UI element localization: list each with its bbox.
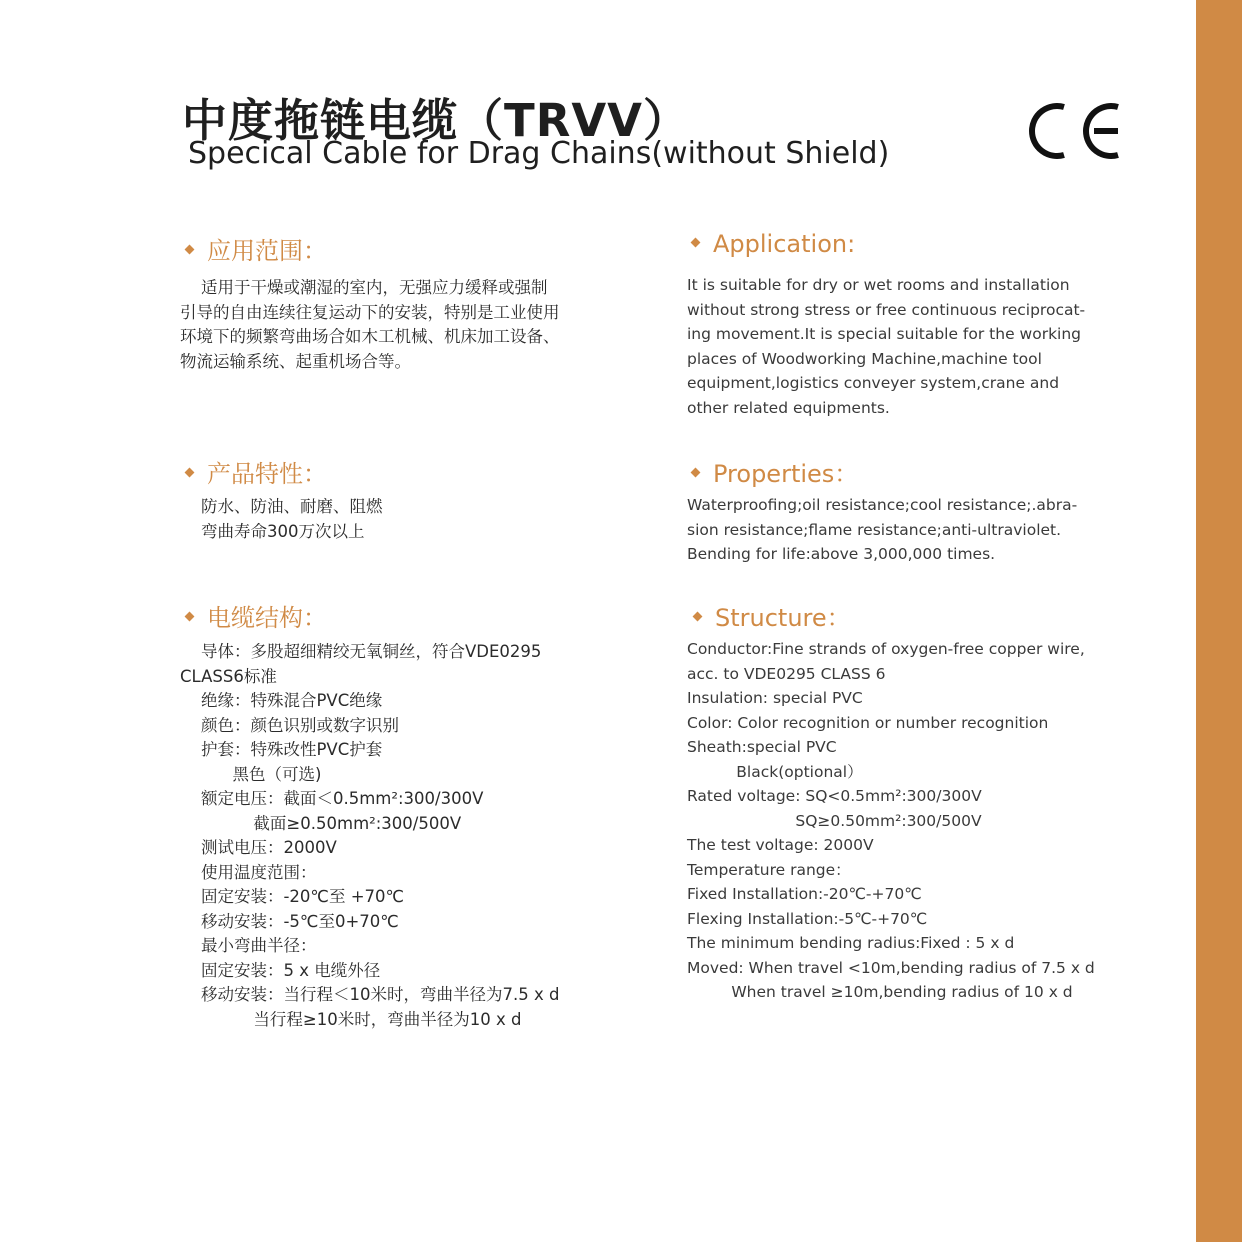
line: Temperature range： bbox=[687, 860, 851, 879]
line: Bending for life:above 3,000,000 times. bbox=[687, 545, 996, 563]
ce-mark-icon bbox=[1020, 100, 1124, 166]
line: 移动安装：-5℃至0+70℃ bbox=[180, 911, 399, 931]
line: SQ≥0.50mm²:300/500V bbox=[687, 811, 982, 830]
text-application-cn bbox=[180, 276, 560, 374]
line: other related equipments. bbox=[687, 398, 890, 417]
heading-properties-en: Properties： bbox=[692, 454, 858, 489]
heading-structure-en: Structure： bbox=[694, 598, 851, 633]
text-structure-en bbox=[687, 637, 1095, 1005]
line: 护套：特殊改性PVC护套 bbox=[180, 740, 383, 759]
line: Color: Color recognition or number recognition bbox=[687, 713, 1049, 732]
line: 截面≥0.50mm²:300/500V bbox=[180, 813, 462, 833]
heading-properties-cn: 产品特性： bbox=[186, 454, 327, 489]
line: Sheath:special PVC bbox=[687, 738, 837, 756]
line: Black(optional） bbox=[687, 762, 863, 781]
diamond-bullet-icon bbox=[691, 467, 701, 477]
line: 导体：多股超细精绞无氧铜丝，符合VDE0295 bbox=[180, 642, 542, 661]
line: Rated voltage: SQ<0.5mm²:300/300V bbox=[687, 787, 982, 805]
heading-application-cn: 应用范围： bbox=[186, 231, 327, 266]
line: 颜色：颜色识别或数字识别 bbox=[180, 715, 399, 735]
text-application-en bbox=[687, 273, 1085, 420]
diamond-bullet-icon bbox=[691, 237, 701, 247]
text-structure-cn bbox=[180, 640, 559, 1032]
line: 弯曲寿命300万次以上 bbox=[180, 521, 365, 541]
line: Waterproofing;oil resistance;cool resistance;.abra- bbox=[687, 496, 1078, 514]
line: 引导的自由连续往复运动下的安装，特别是工业使用 bbox=[180, 302, 560, 322]
heading-structure-cn: 电缆结构： bbox=[186, 598, 327, 633]
title-english: Specical Cable for Drag Chains(without Shield) bbox=[188, 136, 890, 171]
line: acc. to VDE0295 CLASS 6 bbox=[687, 664, 886, 683]
line: 最小弯曲半径： bbox=[180, 936, 317, 955]
line: 固定安装：-20℃至 +70℃ bbox=[180, 887, 405, 906]
diamond-bullet-icon bbox=[185, 467, 195, 477]
line: Conductor:Fine strands of oxygen-free copper wire, bbox=[687, 640, 1085, 658]
line: 当行程≥10米时，弯曲半径为10 x d bbox=[180, 1009, 522, 1029]
line: ing movement.It is special suitable for the working bbox=[687, 325, 1082, 343]
line: 防水、防油、耐磨、阻燃 bbox=[180, 497, 383, 516]
line: equipment,logistics conveyer system,crane and bbox=[687, 374, 1060, 392]
line: It is suitable for dry or wet rooms and installation bbox=[687, 276, 1070, 294]
line: Insulation: special PVC bbox=[687, 689, 863, 707]
line: 使用温度范围： bbox=[180, 862, 317, 882]
line: CLASS6标准 bbox=[180, 666, 277, 686]
title-chinese: 中度拖链电缆（TRVV） bbox=[182, 94, 690, 147]
line: 物流运输系统、起重机场合等。 bbox=[180, 351, 411, 371]
line: without strong stress or free continuous reciprocat- bbox=[687, 300, 1086, 319]
line: The test voltage: 2000V bbox=[687, 836, 874, 854]
diamond-bullet-icon bbox=[185, 244, 195, 254]
line: 固定安装：5 x 电缆外径 bbox=[180, 960, 381, 980]
line: The minimum bending radius:Fixed : 5 x d bbox=[687, 934, 1015, 952]
side-accent-bar bbox=[1196, 0, 1242, 1242]
line: places of Woodworking Machine,machine tool bbox=[687, 349, 1042, 368]
text-properties-cn bbox=[180, 495, 382, 544]
text-properties-en bbox=[687, 493, 1077, 567]
diamond-bullet-icon bbox=[185, 611, 195, 621]
line: When travel ≥10m,bending radius of 10 x d bbox=[687, 983, 1073, 1001]
line: Flexing Installation:-5℃-+70℃ bbox=[687, 909, 928, 928]
line: 黑色（可选) bbox=[180, 764, 322, 784]
line: 测试电压：2000V bbox=[180, 838, 337, 857]
line: Fixed Installation:-20℃-+70℃ bbox=[687, 885, 922, 903]
line: 绝缘：特殊混合PVC绝缘 bbox=[180, 691, 383, 710]
heading-application-en: Application: bbox=[692, 230, 855, 258]
line: 移动安装：当行程＜10米时，弯曲半径为7.5 x d bbox=[180, 985, 560, 1004]
diamond-bullet-icon bbox=[693, 611, 703, 621]
line: Moved: When travel <10m,bending radius of 7.5 x d bbox=[687, 958, 1095, 977]
line: 环境下的频繁弯曲场合如木工机械、机床加工设备、 bbox=[180, 327, 560, 346]
line: 适用于干燥或潮湿的室内，无强应力缓释或强制 bbox=[180, 278, 548, 297]
line: 额定电压：截面＜0.5mm²:300/300V bbox=[180, 789, 484, 808]
line: sion resistance;flame resistance;anti-ultraviolet. bbox=[687, 520, 1062, 539]
